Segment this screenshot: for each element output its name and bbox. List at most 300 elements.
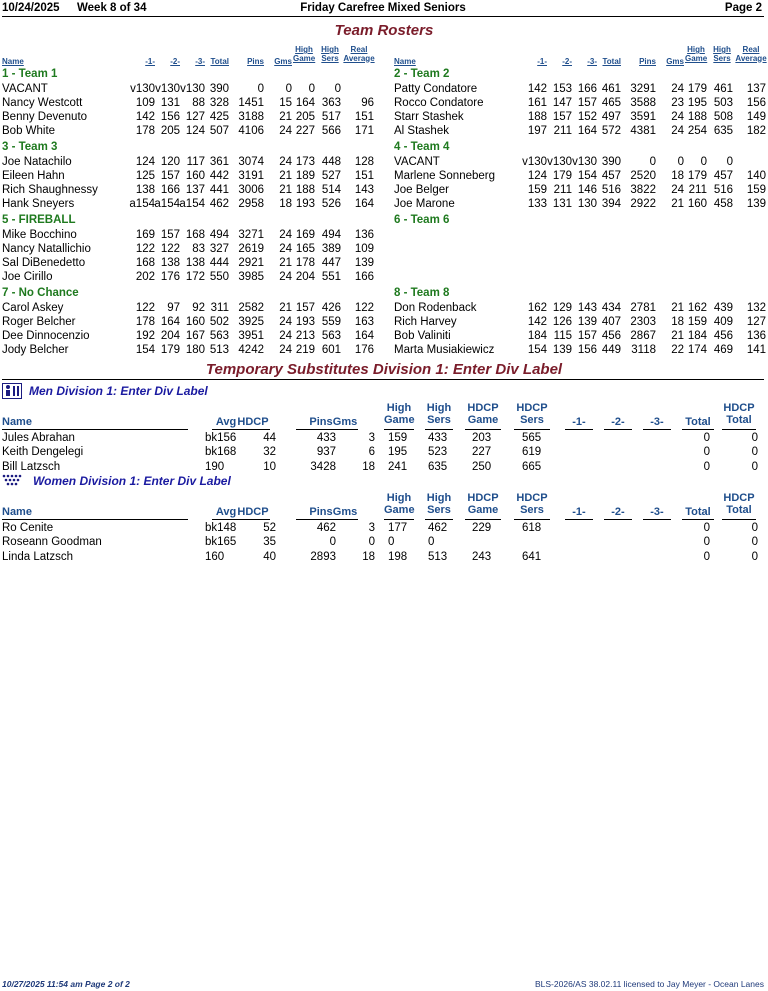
player-stat: 328 — [209, 97, 229, 109]
player-stat: 192 — [135, 330, 155, 342]
sub-player-stat: 0 — [388, 536, 395, 549]
sub-player-stat: 937 — [316, 446, 336, 459]
sub-col-underline — [514, 429, 550, 430]
sub-player-avg: bk156 — [205, 432, 237, 444]
player-stat: 174 — [687, 344, 707, 356]
player-stat: 167 — [185, 330, 205, 342]
player-stat: 447 — [321, 257, 341, 269]
player-stat: v130 — [180, 83, 205, 95]
sub-player-avg: 190 — [205, 460, 225, 473]
sub-player-hdcp-total: 0 — [751, 432, 758, 444]
player-stat: 96 — [361, 97, 374, 109]
player-name: Eileen Hahn — [2, 170, 65, 182]
player-stat: 2781 — [630, 302, 656, 314]
player-name: Patty Condatore — [394, 83, 478, 95]
sub-col-pins: Pins — [309, 416, 333, 428]
player-stat: 449 — [601, 344, 621, 356]
player-stat: 182 — [746, 125, 766, 137]
sub-col-name: Name — [2, 416, 32, 428]
player-stat: 2921 — [238, 257, 264, 269]
sub-col-underline — [565, 519, 593, 520]
player-stat: 442 — [209, 170, 229, 182]
player-stat: 120 — [160, 156, 180, 168]
sub-player-hdcp-total: 0 — [751, 446, 758, 459]
sub-player-hdcp-total: 0 — [751, 550, 758, 563]
player-stat: 394 — [601, 198, 621, 210]
sub-avg-underline — [212, 519, 270, 520]
player-stat: 469 — [713, 344, 733, 356]
player-stat: 444 — [209, 257, 229, 269]
player-stat: 164 — [354, 198, 374, 210]
player-stat: 2520 — [630, 170, 656, 182]
player-stat: 178 — [135, 316, 155, 328]
player-stat: 157 — [160, 170, 180, 182]
sub-col-game: -2- — [611, 506, 625, 518]
player-stat: 311 — [210, 302, 229, 314]
sub-col-header: HDCP Sers — [516, 492, 548, 516]
player-stat: v130 — [155, 83, 180, 95]
player-stat: 142 — [135, 111, 155, 123]
sub-col-underline — [643, 429, 671, 430]
player-stat: 4381 — [630, 125, 656, 137]
player-stat: 164 — [295, 97, 315, 109]
player-stat: 513 — [209, 344, 229, 356]
player-stat: 126 — [552, 316, 572, 328]
player-stat: 88 — [192, 97, 205, 109]
player-stat: 2619 — [238, 243, 264, 255]
player-stat: 163 — [354, 316, 374, 328]
player-stat: 18 — [279, 198, 292, 210]
sub-player-name: Keith Dengelegi — [2, 446, 84, 459]
player-stat: 157 — [577, 97, 597, 109]
player-stat: 164 — [577, 125, 597, 137]
player-stat: 156 — [577, 344, 597, 356]
sub-player-stat: 18 — [362, 550, 375, 563]
player-name: VACANT — [394, 156, 440, 168]
player-stat: 3271 — [238, 229, 264, 241]
sub-player-name: Linda Latzsch — [2, 550, 73, 563]
player-stat: 461 — [713, 83, 733, 95]
player-stat: 136 — [354, 229, 374, 241]
sub-col-avg: Avg — [215, 506, 237, 518]
sub-player-stat: 0 — [329, 536, 336, 549]
player-stat: 21 — [279, 184, 292, 196]
player-name: Al Stashek — [394, 125, 449, 137]
sub-col-underline — [643, 519, 671, 520]
player-name: Roger Belcher — [2, 316, 76, 328]
player-stat: 21 — [671, 302, 684, 314]
player-stat: 136 — [746, 330, 766, 342]
player-stat: 24 — [671, 125, 684, 137]
col-header: Real Average — [343, 45, 375, 63]
player-stat: 162 — [527, 302, 547, 314]
player-stat: 551 — [321, 271, 341, 283]
player-stat: 122 — [354, 302, 374, 314]
sub-player-total: 0 — [703, 536, 710, 549]
player-stat: 178 — [135, 125, 155, 137]
player-stat: 24 — [671, 83, 684, 95]
player-name: Joe Marone — [394, 198, 455, 210]
player-stat: 117 — [186, 156, 205, 168]
player-stat: 24 — [279, 229, 292, 241]
player-stat: 147 — [552, 97, 572, 109]
sub-player-stat: 203 — [472, 432, 492, 444]
footer-left: 10/27/2025 11:54 am Page 2 of 2 — [2, 979, 130, 989]
player-stat: 21 — [279, 302, 292, 314]
col-header: Total — [602, 57, 621, 66]
player-stat: 140 — [746, 170, 766, 182]
player-stat: 213 — [295, 330, 315, 342]
player-stat: 3822 — [630, 184, 656, 196]
player-stat: 4106 — [238, 125, 264, 137]
player-stat: 205 — [160, 125, 180, 137]
player-stat: 572 — [601, 125, 621, 137]
player-stat: 527 — [321, 170, 341, 182]
sub-col-game: -2- — [611, 416, 625, 428]
player-stat: v130 — [547, 156, 572, 168]
player-stat: 494 — [321, 229, 341, 241]
player-stat: 166 — [577, 83, 597, 95]
player-name: Rich Harvey — [394, 316, 457, 328]
player-stat: 23 — [671, 97, 684, 109]
player-stat: 122 — [160, 243, 180, 255]
player-stat: 151 — [354, 170, 374, 182]
player-stat: 159 — [527, 184, 547, 196]
player-stat: 462 — [209, 198, 229, 210]
player-stat: 92 — [192, 302, 205, 314]
player-stat: 159 — [746, 184, 766, 196]
player-stat: 24 — [279, 344, 292, 356]
player-stat: 193 — [295, 198, 315, 210]
sub-player-stat: 3 — [368, 522, 375, 534]
sub-col-name: Name — [2, 506, 32, 518]
sub-player-stat: 513 — [428, 550, 448, 563]
player-name: Nancy Natallichio — [2, 243, 91, 255]
page-header — [2, 2, 764, 17]
sub-player-hdcp-total: 0 — [751, 522, 758, 534]
sub-player-stat: 52 — [263, 522, 276, 534]
player-stat: 2922 — [630, 198, 656, 210]
player-stat: 124 — [527, 170, 547, 182]
player-stat: 124 — [185, 125, 205, 137]
player-stat: 165 — [295, 243, 315, 255]
player-stat: 494 — [209, 229, 229, 241]
player-stat: 143 — [354, 184, 374, 196]
sub-player-total: 0 — [703, 446, 710, 459]
sub-col-underline — [604, 519, 632, 520]
sub-col-underline — [722, 429, 756, 430]
rosters-title: Team Rosters — [334, 22, 434, 39]
sub-pins-underline — [296, 429, 358, 430]
bowler-men-icon — [2, 383, 22, 404]
player-stat: 188 — [687, 111, 707, 123]
player-stat: 21 — [671, 330, 684, 342]
player-stat: 2582 — [238, 302, 264, 314]
player-stat: 138 — [185, 257, 205, 269]
sub-player-stat: 18 — [362, 460, 375, 473]
sub-player-stat: 195 — [388, 446, 408, 459]
player-stat: 156 — [160, 111, 180, 123]
sub-player-stat: 159 — [388, 432, 408, 444]
player-stat: 457 — [713, 170, 733, 182]
player-stat: 184 — [687, 330, 707, 342]
player-stat: 179 — [160, 344, 180, 356]
player-stat: 164 — [160, 316, 180, 328]
sub-col-hdcp: HDCP — [237, 416, 269, 428]
player-stat: 137 — [746, 83, 766, 95]
player-stat: 184 — [527, 330, 547, 342]
player-stat: 441 — [209, 184, 229, 196]
player-stat: 361 — [209, 156, 229, 168]
col-header: High Game — [685, 45, 708, 63]
player-stat: 227 — [295, 125, 315, 137]
sub-player-avg: 160 — [205, 550, 225, 563]
player-stat: 157 — [552, 111, 572, 123]
sub-player-stat: 635 — [428, 460, 448, 473]
player-name: Rich Shaughnessy — [2, 184, 98, 196]
player-stat: 24 — [279, 316, 292, 328]
player-stat: 4242 — [238, 344, 264, 356]
player-stat: 141 — [746, 344, 766, 356]
player-stat: 0 — [257, 83, 264, 95]
player-stat: 188 — [527, 111, 547, 123]
player-stat: 526 — [321, 198, 341, 210]
sub-col-header: HDCP Sers — [516, 402, 548, 426]
player-stat: 197 — [527, 125, 547, 137]
player-stat: 2867 — [630, 330, 656, 342]
sub-player-hdcp-total: 0 — [751, 536, 758, 549]
player-stat: 157 — [577, 330, 597, 342]
col-header: -2- — [562, 57, 572, 66]
player-name: Joe Natachilo — [2, 156, 72, 168]
player-stat: 24 — [279, 330, 292, 342]
sub-col-underline — [682, 519, 714, 520]
team-name: 2 - Team 2 — [394, 68, 450, 80]
player-stat: 497 — [601, 111, 621, 123]
player-stat: 517 — [321, 111, 341, 123]
sub-player-stat: 44 — [263, 432, 276, 444]
player-stat: v130 — [522, 156, 547, 168]
player-stat: 171 — [354, 125, 374, 137]
player-name: Joe Cirillo — [2, 271, 53, 283]
player-stat: 179 — [687, 83, 707, 95]
player-stat: 142 — [527, 83, 547, 95]
player-stat: 154 — [527, 344, 547, 356]
col-header: Pins — [639, 57, 656, 66]
sub-player-stat: 433 — [316, 432, 336, 444]
sub-col-game: -3- — [650, 506, 664, 518]
player-stat: 162 — [687, 302, 707, 314]
sub-player-stat: 618 — [522, 522, 542, 534]
player-stat: 0 — [334, 83, 341, 95]
sub-col-hdcp: HDCP — [237, 506, 269, 518]
player-stat: 24 — [671, 184, 684, 196]
player-stat: 152 — [577, 111, 597, 123]
player-stat: 1451 — [238, 97, 264, 109]
player-stat: 166 — [160, 184, 180, 196]
player-stat: 3925 — [238, 316, 264, 328]
player-stat: 154 — [135, 344, 155, 356]
sub-player-name: Ro Cenite — [2, 522, 54, 534]
player-stat: 3074 — [238, 156, 264, 168]
sub-col-underline — [722, 519, 756, 520]
player-stat: 159 — [687, 316, 707, 328]
player-stat: 3188 — [238, 111, 264, 123]
report-date: 10/24/2025 — [2, 2, 60, 14]
player-stat: 125 — [135, 170, 155, 182]
sub-col-pins: Pins — [309, 506, 333, 518]
sub-player-stat: 462 — [428, 522, 448, 534]
player-stat: 122 — [135, 302, 155, 314]
sub-col-game: -1- — [572, 506, 586, 518]
player-stat: 193 — [295, 316, 315, 328]
player-stat: 21 — [279, 170, 292, 182]
player-stat: 409 — [713, 316, 733, 328]
player-stat: 514 — [321, 184, 341, 196]
sub-col-header: HDCP Total — [723, 402, 755, 426]
player-stat: 129 — [552, 302, 572, 314]
sub-player-stat: 241 — [388, 460, 408, 473]
player-stat: 189 — [295, 170, 315, 182]
player-stat: 456 — [601, 330, 621, 342]
player-stat: 139 — [577, 316, 597, 328]
sub-player-stat: 641 — [522, 550, 542, 563]
player-stat: 133 — [527, 198, 547, 210]
subs-divider — [2, 379, 764, 380]
player-stat: 178 — [295, 257, 315, 269]
col-header: Real Average — [735, 45, 767, 63]
sub-player-total: 0 — [703, 522, 710, 534]
player-stat: 168 — [185, 229, 205, 241]
sub-col-game: -3- — [650, 416, 664, 428]
player-stat: 138 — [135, 184, 155, 196]
player-stat: 132 — [746, 302, 766, 314]
sub-player-total: 0 — [703, 550, 710, 563]
division-label: Men Division 1: Enter Div Label — [29, 384, 208, 398]
sub-player-total: 0 — [703, 460, 710, 473]
team-name: 8 - Team 8 — [394, 287, 450, 299]
sub-player-stat: 3 — [368, 432, 375, 444]
player-stat: 142 — [527, 316, 547, 328]
player-stat: 173 — [295, 156, 315, 168]
player-stat: 128 — [354, 156, 374, 168]
sub-player-hdcp-total: 0 — [751, 460, 758, 473]
player-stat: 160 — [185, 316, 205, 328]
player-stat: 434 — [601, 302, 621, 314]
sub-col-underline — [514, 519, 550, 520]
player-stat: 161 — [527, 97, 547, 109]
team-name: 6 - Team 6 — [394, 214, 450, 226]
bowling-pins-icon — [2, 473, 28, 491]
player-stat: 439 — [713, 302, 733, 314]
player-stat: 3591 — [630, 111, 656, 123]
sub-col-underline — [465, 519, 501, 520]
player-name: Sal DiBenedetto — [2, 257, 86, 269]
player-name: Dee Dinnocenzio — [2, 330, 90, 342]
sub-col-header: High Game — [384, 402, 415, 426]
player-stat: 0 — [285, 83, 292, 95]
player-stat: 21 — [279, 111, 292, 123]
player-stat: 389 — [321, 243, 341, 255]
sub-player-stat: 565 — [522, 432, 542, 444]
player-stat: 166 — [354, 271, 374, 283]
player-stat: 0 — [700, 156, 707, 168]
player-name: Don Rodenback — [394, 302, 477, 314]
sub-player-stat: 619 — [522, 446, 542, 459]
player-stat: a154 — [154, 198, 180, 210]
player-stat: a154 — [179, 198, 205, 210]
player-name: Jody Belcher — [2, 344, 69, 356]
player-stat: 169 — [295, 229, 315, 241]
player-stat: 516 — [601, 184, 621, 196]
col-header: -1- — [537, 57, 547, 66]
player-stat: 0 — [677, 156, 684, 168]
player-stat: 153 — [552, 83, 572, 95]
sub-col-underline — [682, 429, 714, 430]
player-stat: 458 — [713, 198, 733, 210]
sub-col-header: HDCP Game — [467, 402, 499, 426]
player-stat: 24 — [671, 111, 684, 123]
sub-player-avg: bk168 — [205, 446, 237, 459]
player-stat: 550 — [209, 271, 229, 283]
player-name: Starr Stashek — [394, 111, 464, 123]
player-stat: 426 — [321, 302, 341, 314]
player-stat: 179 — [687, 170, 707, 182]
col-header: Total — [210, 57, 229, 66]
player-name: Nancy Westcott — [2, 97, 83, 109]
player-stat: 204 — [295, 271, 315, 283]
team-name: 4 - Team 4 — [394, 141, 450, 153]
sub-col-underline — [425, 519, 453, 520]
sub-player-stat: 40 — [263, 550, 276, 563]
sub-player-stat: 523 — [428, 446, 448, 459]
player-stat: 131 — [160, 97, 180, 109]
player-stat: 502 — [209, 316, 229, 328]
sub-name-underline — [2, 429, 188, 430]
player-stat: 160 — [687, 198, 707, 210]
player-stat: 109 — [135, 97, 155, 109]
sub-avg-underline — [212, 429, 270, 430]
player-stat: 124 — [135, 156, 155, 168]
player-stat: 390 — [209, 83, 229, 95]
player-stat: 507 — [209, 125, 229, 137]
sub-col-header: High Sers — [426, 402, 452, 426]
player-stat: 188 — [295, 184, 315, 196]
subs-title: Temporary Substitutes Division 1: Enter Div Label — [205, 361, 563, 378]
col-header: -1- — [145, 57, 155, 66]
player-stat: 254 — [687, 125, 707, 137]
player-stat: 211 — [688, 184, 707, 196]
player-stat: 157 — [160, 229, 180, 241]
player-name: Benny Devenuto — [2, 111, 88, 123]
sub-pins-underline — [296, 519, 358, 520]
col-header: Gms — [274, 57, 292, 66]
player-name: Marlene Sonneberg — [394, 170, 496, 182]
sub-player-stat: 3428 — [310, 460, 336, 473]
player-name: Mike Bocchino — [2, 229, 77, 241]
player-stat: 122 — [135, 243, 155, 255]
sub-player-stat: 462 — [316, 522, 336, 534]
player-stat: 179 — [552, 170, 572, 182]
player-stat: 563 — [321, 330, 341, 342]
player-stat: 151 — [354, 111, 374, 123]
sub-col-header: High Game — [384, 492, 415, 516]
player-stat: 24 — [279, 125, 292, 137]
sub-player-stat: 2893 — [310, 550, 336, 563]
player-stat: 205 — [295, 111, 315, 123]
sub-player-total: 0 — [703, 432, 710, 444]
sub-col-header: HDCP Game — [467, 492, 499, 516]
